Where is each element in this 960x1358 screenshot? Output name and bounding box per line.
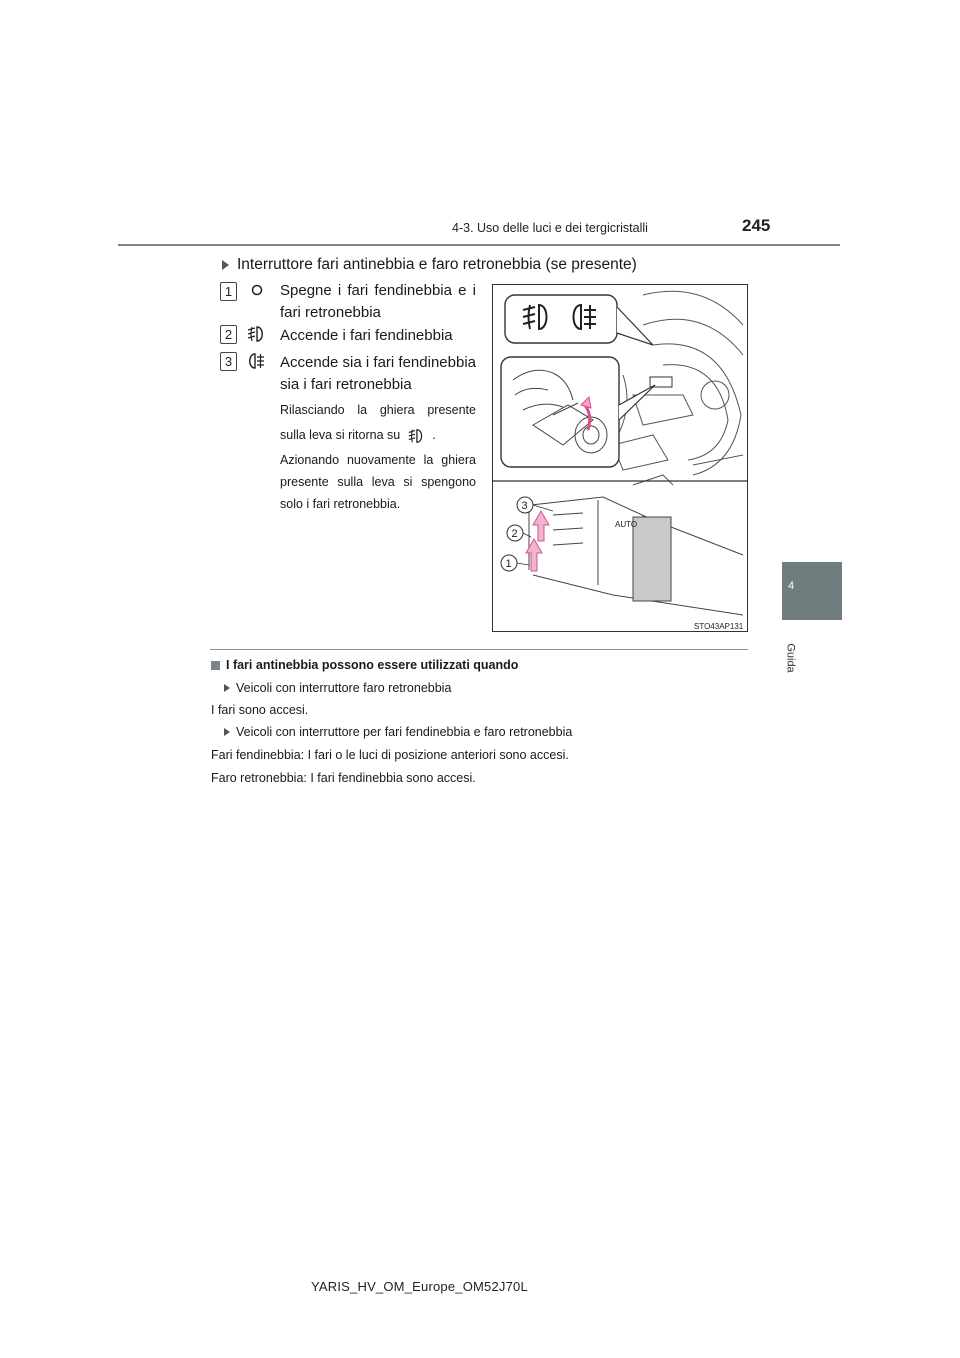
square-bullet-icon (211, 661, 220, 670)
section-rule (210, 649, 748, 650)
section-title-row (211, 658, 518, 672)
header-rule (118, 244, 840, 246)
fog-switch-illustration (492, 284, 748, 632)
chapter-number: 4 (788, 580, 795, 592)
body-text: I fari sono accesi. (211, 703, 309, 717)
rear-fog-icon (245, 351, 267, 376)
body-text: Fari fendinebbia: I fari o le luci di posizione anteriori sono accesi. (211, 748, 569, 762)
item-number-badge: 1 (220, 282, 237, 301)
note-line: presente sulla leva si spengono (280, 475, 476, 489)
off-circle-icon (250, 283, 264, 302)
note-line: Azionando nuovamente la ghiera (280, 453, 476, 467)
illustration-code: STO43AP131 (694, 622, 744, 631)
item-text-line: Accende i fari fendinebbia (280, 327, 453, 344)
note-text: sulla leva si ritorna su (280, 428, 401, 442)
front-fog-icon (406, 427, 426, 445)
triangle-bullet-icon (222, 260, 229, 270)
sub-item-text: Veicoli con interruttore faro retronebbia (236, 681, 452, 695)
sub-item-text: Veicoli con interruttore per fari fendinebbia e faro retronebbia (236, 725, 573, 739)
heading-row (222, 256, 637, 274)
sub-item-row (224, 725, 572, 739)
item-number-badge: 3 (220, 352, 237, 371)
item-text-line: sia i fari retronebbia (280, 376, 412, 393)
item-number-badge: 2 (220, 325, 237, 344)
page-number: 245 (742, 216, 771, 235)
section-title: I fari antinebbia possono essere utilizzati quando (226, 658, 519, 672)
footer-doc-id: YARIS_HV_OM_Europe_OM52J70L (311, 1279, 528, 1294)
item-text-line: Spegne i fari fendinebbia e i (280, 282, 476, 299)
note-line: Rilasciando la ghiera presente (280, 403, 476, 417)
triangle-bullet-icon (224, 684, 230, 692)
callout-1: 1 (505, 558, 512, 570)
note-line: solo i fari retronebbia. (280, 497, 401, 511)
heading-text: Interruttore fari antinebbia e faro retronebbia (se presente) (237, 256, 637, 273)
callout-3: 3 (521, 500, 528, 512)
illustration-drawing (493, 285, 748, 632)
callout-2: 2 (511, 528, 518, 540)
item-text-line: fari retronebbia (280, 304, 381, 321)
note-line-with-icon (280, 423, 436, 448)
body-text: Faro retronebbia: I fari fendinebbia sono accesi. (211, 771, 476, 785)
front-fog-icon (245, 324, 267, 349)
note-end: . (432, 428, 436, 442)
auto-label: AUTO (615, 520, 638, 529)
chapter-label: Guida (784, 643, 797, 673)
item-text-line: Accende sia i fari fendinebbia (280, 354, 476, 371)
header-section-title: 4-3. Uso delle luci e dei tergicristalli (452, 221, 648, 235)
triangle-bullet-icon (224, 728, 230, 736)
sub-item-row (224, 681, 451, 695)
